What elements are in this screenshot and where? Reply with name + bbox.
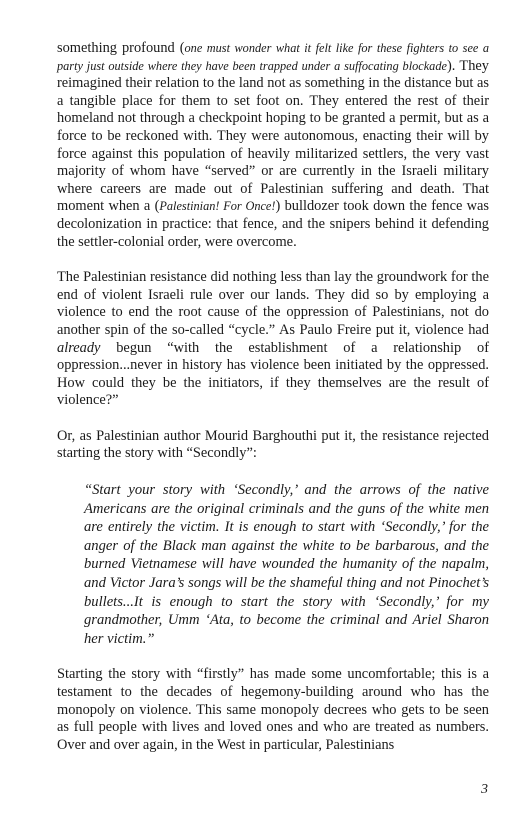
- paragraph-gap: [57, 251, 489, 269]
- quote-gap-top: [57, 463, 489, 481]
- blockquote: “Start your story with ‘Secondly,’ and the arrows of the native Americans are the original criminals and the guns of the white men are entirely the victim. It is enough to start with ‘Secondly,’ for the anger of the Black man against the white to be barbarous, and the burned Vietnamese will have wounded the humanity of the napalm, and Victor Jara’s songs will be the shameful thing and not Pinochet’s bullets...It is enough to start the story with ‘Secondly,’ for my grandmother, Umm ‘Ata, to become the criminal and Ariel Sharon her victim.”: [84, 482, 489, 647]
- page-body: [57, 40, 489, 754]
- paragraph-2-emphasis: already: [57, 339, 101, 356]
- paragraph-1-tail: ) bulldozer took down the fence was decolonization in practice: that fence, and the snipers behind it defending the settler-colonial order, were overcome.: [57, 198, 490, 250]
- paragraph-1-lead: something profound (: [57, 40, 185, 56]
- paragraph-2-lead: The Palestinian resistance did nothing less than lay the groundwork for the end of violent Israeli rule over our lands. They did so by employing a violence to end the root cause of the oppression of Palestinians, not do another spin of the so-called “cycle.” As Paulo Freire put it, violence had: [57, 269, 489, 338]
- paragraph-1-mid: ). They reimagined their relation to the land not as something in the distance but as a tangible place for them to set foot on. They entered the rest of their homeland not through a checkpoint hoping to be granted a permit, but as a force to be reckoned with. They were autonomous, enacting their will by force against this population of heavily militarized settlers, the very vast majority of whom have “served” or are currently in the Israeli military where careers are made out of Palestinian suffering and death. That moment when a (: [57, 57, 490, 215]
- paragraph-2: [57, 269, 489, 410]
- paragraph-2-tail: begun “with the establishment of a relationship of oppression...never in history has violence been initiated by the oppressed. How could they be the initiators, if they themselves are the result of violence?”: [57, 339, 489, 409]
- paragraph-4: Starting the story with “firstly” has made some uncomfortable; this is a testament to the decades of hegemony-building around who has the monopoly on violence. This same monopoly decrees who gets to be seen as full people with lives and loved ones and who are treated as numbers. Over and over again, in the West in particular, Palestinians: [57, 666, 489, 753]
- paragraph-1-bulldozer-tag: Palestinian! For Once!: [159, 199, 276, 214]
- page-number: 3: [481, 782, 488, 797]
- paragraph-gap: [57, 410, 489, 428]
- paragraph-3: Or, as Palestinian author Mourid Barghouthi put it, the resistance rejected starting the story with “Secondly”:: [57, 427, 489, 462]
- paragraph-1: [57, 40, 489, 251]
- quote-gap-bottom: [57, 648, 489, 666]
- paragraph-1-aside: one must wonder what it felt like for these fighters to see a party just outside where they have been trapped under a suffocating blockade: [57, 41, 490, 73]
